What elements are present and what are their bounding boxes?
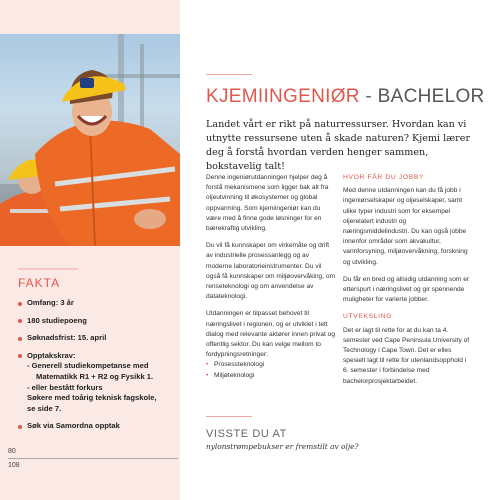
fakta-soknadsfrist: Søknadsfrist: 15. april (18, 333, 178, 344)
fakta-sidebar (0, 0, 180, 500)
page-number-bottom: 108 (8, 462, 20, 469)
col1-paragraph-3: Utdanningen er tilpasset behovet til næringslivet i regionen, og er utviklet i tett dialog med relevante aktører innen privat og offentlig sektor. Du kan velge mellom to fordypningsretninger: (206, 310, 336, 359)
visste-box (206, 428, 476, 451)
visste-text: nylonstrømpebukser er fremstilt av olje? (206, 442, 359, 451)
utveksling-heading: UTVEKSLING (343, 313, 393, 321)
fakta-rule (18, 268, 78, 270)
krav-generell: - Generell studiekompetanse med (27, 361, 149, 371)
col1-paragraph-2: Du vil få kunnskaper om virkemåte og drift av industrielle prosessanlegg og av moderne laboratorieinstrumenter. Du vil også få kunnskaper om miljøovervåking, om renseteknologi og om anvendelse av datateknologi. (206, 242, 335, 301)
page-number-top: 80 (8, 448, 16, 455)
heading-rule (206, 74, 252, 75)
visste-title: VISSTE DU AT (206, 428, 287, 440)
utveksling-paragraph: Det er lagt til rette for at du kan ta 4. semester ved Cape Peninsula University of Technology i Cape Town. Det er elles spesielt lagt til rette for utenlandsopphold i 6. semester i forbindelse med bachelorprosjektarbeidet. (343, 326, 470, 385)
fakta-opptakskrav (18, 351, 178, 415)
opptakskrav-label: Opptakskrav: (27, 350, 76, 360)
workers-illustration (0, 34, 180, 246)
column-left (206, 173, 336, 381)
title-separator: - (365, 86, 373, 107)
page-number-divider (8, 458, 178, 459)
title-main: KJEMIINGENIØR (206, 86, 360, 107)
jobb-paragraph-1: Med denne utdanningen kan du få jobb i ingeniørselskaper og oljeselskaper, samt ulike typer industri som for eksempel oljerelatert industri og næringsmiddelindustri. Du kan også jobbe innenfor områder som akvakultur, vannforsyning, miljøovervåkning, forskning og utvikling. (343, 187, 468, 266)
fordypning-item: • Prosessteknologi (206, 360, 336, 370)
col1-paragraph-1: Denne ingeniørutdanningen hjelper deg å forstå mekanismene som ligger bak alt fra oljeutvinning til økosystemer og global oppvarming. Som kjemiingeniør kan du være med å finne gode løsninger for en bærekraftig utvikling. (206, 174, 329, 233)
fakta-samordna: Søk via Samordna opptak (18, 421, 178, 432)
fakta-studiepoeng: 180 studiepoeng (18, 316, 178, 327)
fakta-list (18, 298, 178, 432)
krav-side: se side 7. (27, 403, 62, 413)
title-sub: BACHELOR (377, 86, 485, 107)
krav-fagskole: Søkere med toårig teknisk fagskole, (27, 393, 157, 403)
fakta-title: FAKTA (18, 276, 61, 290)
krav-matematikk: Matematikk R1 + R2 og Fysikk 1. (36, 371, 154, 381)
krav-forkurs: - eller bestått forkurs (27, 382, 103, 392)
page-numbers (8, 447, 178, 471)
jobb-paragraph-2: Du får en bred og allsidig utdanning som er etterspurt i næringslivet og gir spennende muligheter for varierte jobber. (343, 275, 470, 304)
fakta-box (18, 276, 178, 439)
fordypning-item: • Miljøteknologi (206, 371, 336, 381)
workers-photo (0, 34, 180, 246)
page-title (206, 86, 485, 108)
fakta-omfang: Omfang: 3 år (18, 298, 178, 309)
fordypning-list (206, 360, 336, 380)
jobb-heading: HVOR FÅR DU JOBB? (343, 174, 424, 181)
visste-rule (206, 416, 252, 417)
lead-paragraph: Landet vårt er rikt på naturressurser. Hvordan kan vi utnytte ressursene uten å skade naturen? Kjemi lærer deg å forstå hvordan verden henger sammen, bokstavelig talt! (206, 119, 471, 172)
column-right (343, 173, 473, 394)
